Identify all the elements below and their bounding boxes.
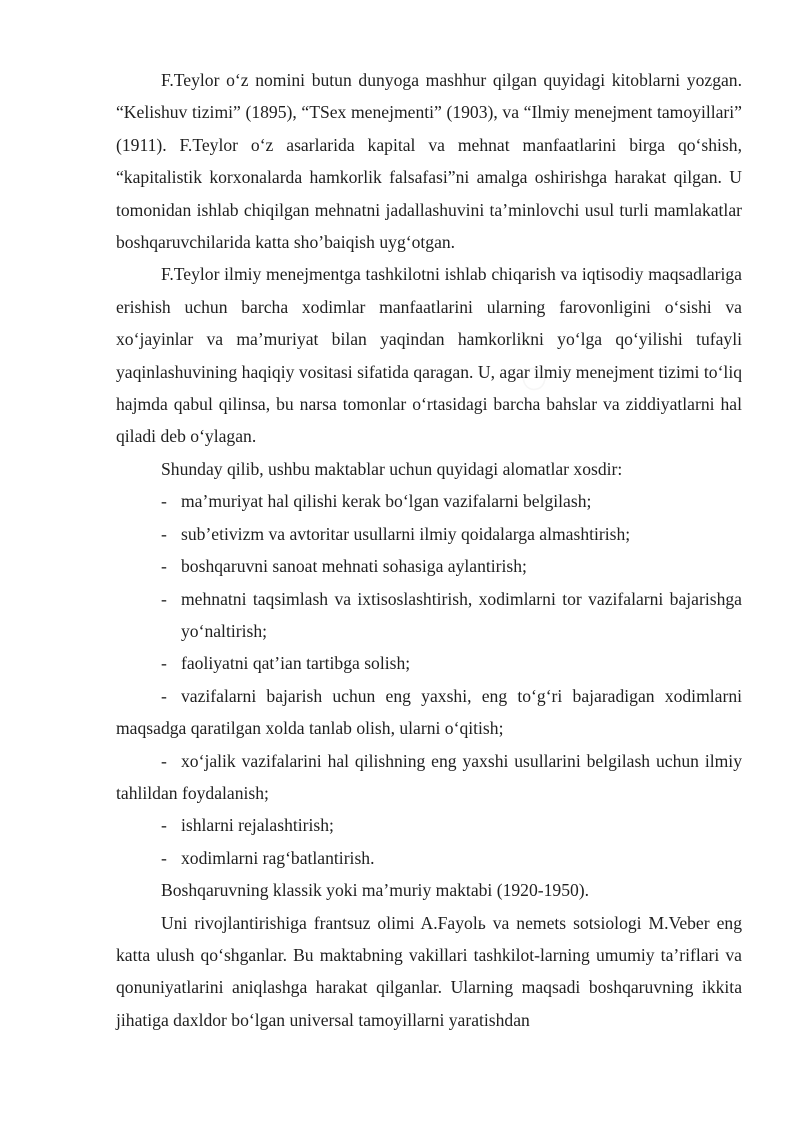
list-dash: - xyxy=(161,588,167,609)
list-dash: - xyxy=(161,653,167,674)
paragraph-teylor-books: F.Teylor o‘z nomini butun dunyoga mashhur qilgan quyidagi kitoblarni yozgan. “Kelishuv tizimi” (1895), “TSex menejmenti” (1903), va “Ilmiy menejment tamoyillari” (1911). F.Teylor o‘z asarlarida kapital va mehnat manfaatlarini birga qo‘shish, “kapitalistik korxonalarda hamkorlik falsafasi”ni amalga oshirishga harakat qilgan. U tomonidan ishlab chiqilgan mehnatni jadallashuvini ta’minlovchi usul turli mamlakatlar boshqaruvchilarida katta sho’baiqish uyg‘otgan. xyxy=(116,70,742,253)
list-dash: - xyxy=(161,523,167,544)
list-item xyxy=(116,809,742,841)
list-item xyxy=(116,680,742,745)
list-item-text: vazifalarni bajarish uchun eng yaxshi, eng to‘g‘ri bajaradigan xodimlarni maqsadga qaratilgan xolda tanlab olish, ularni o‘qitish; xyxy=(116,685,742,739)
list-item xyxy=(116,550,742,582)
paragraph-teylor-scientific-management: F.Teylor ilmiy menejmentga tashkilotni ishlab chiqarish va iqtisodiy maqsadlariga erishish uchun barcha xodimlar manfaatlarini ularning farovonligini o‘sishi va xo‘jayinlar va ma’muriyat bilan yaqindan hamkorlikni yo‘lga qo‘yilishi tufayli yaqinlashuvining haqiqiy vositasi sifatida qaragan. U, agar ilmiy menejment tizimi to‘liq hajmda qabul qilinsa, bu narsa tomonlar o‘rtasidagi barcha bahslar va ziddiyatlarni hal qiladi deb o‘ylagan. xyxy=(116,264,742,447)
list-dash: - xyxy=(161,815,167,836)
list-item xyxy=(116,518,742,550)
list-dash: - xyxy=(161,556,167,577)
list-item-text: xo‘jalik vazifalarini hal qilishning eng yaxshi usullarini belgilash uchun ilmiy tahlildan foydalanish; xyxy=(116,750,742,803)
list-dash: - xyxy=(161,847,167,868)
list-item xyxy=(116,842,742,874)
list-item xyxy=(116,647,742,679)
paragraph-classical-school-heading: Boshqaruvning klassik yoki ma’muriy maktabi (1920-1950). xyxy=(161,880,590,901)
list-item-text: faoliyatni qat’ian tartibga solish; xyxy=(181,653,411,674)
list-item-text: boshqaruvni sanoat mehnati sohasiga aylantirish; xyxy=(181,556,527,577)
paragraph-fayol-weber: Uni rivojlantirishiga frantsuz olimi A.Fayolь va nemets sotsiologi M.Veber eng katta ulush qo‘shganlar. Bu maktabning vakillari tashkilot-larning umumiy ta’riflari va qonuniyatlarini aniqlashga harakat qilganlar. Ularning maqsadi boshqaruvning ikkita jihatiga daxldor bo‘lgan universal tamoyillarni yaratishdan xyxy=(116,912,742,1030)
list-item-text: xodimlarni rag‘batlantirish. xyxy=(181,847,375,868)
document-body xyxy=(116,64,742,1036)
list-item xyxy=(116,745,742,810)
list-item xyxy=(116,583,742,648)
list-item xyxy=(116,485,742,517)
list-item-text: mehnatni taqsimlash va ixtisoslashtirish, xodimlarni tor vazifalarni bajarishga yo‘naltirish; xyxy=(181,588,742,641)
list-item-text: ma’muriyat hal qilishi kerak bo‘lgan vazifalarni belgilash; xyxy=(181,491,592,512)
list-dash: - xyxy=(161,685,167,706)
list-dash: - xyxy=(161,491,167,512)
list-dash: - xyxy=(161,750,167,771)
paragraph-features-intro: Shunday qilib, ushbu maktablar uchun quyidagi alomatlar xosdir: xyxy=(161,458,623,479)
list-item-text: ishlarni rejalashtirish; xyxy=(181,815,334,836)
list-item-text: sub’etivizm va avtoritar usullarni ilmiy qoidalarga almashtirish; xyxy=(181,523,631,544)
